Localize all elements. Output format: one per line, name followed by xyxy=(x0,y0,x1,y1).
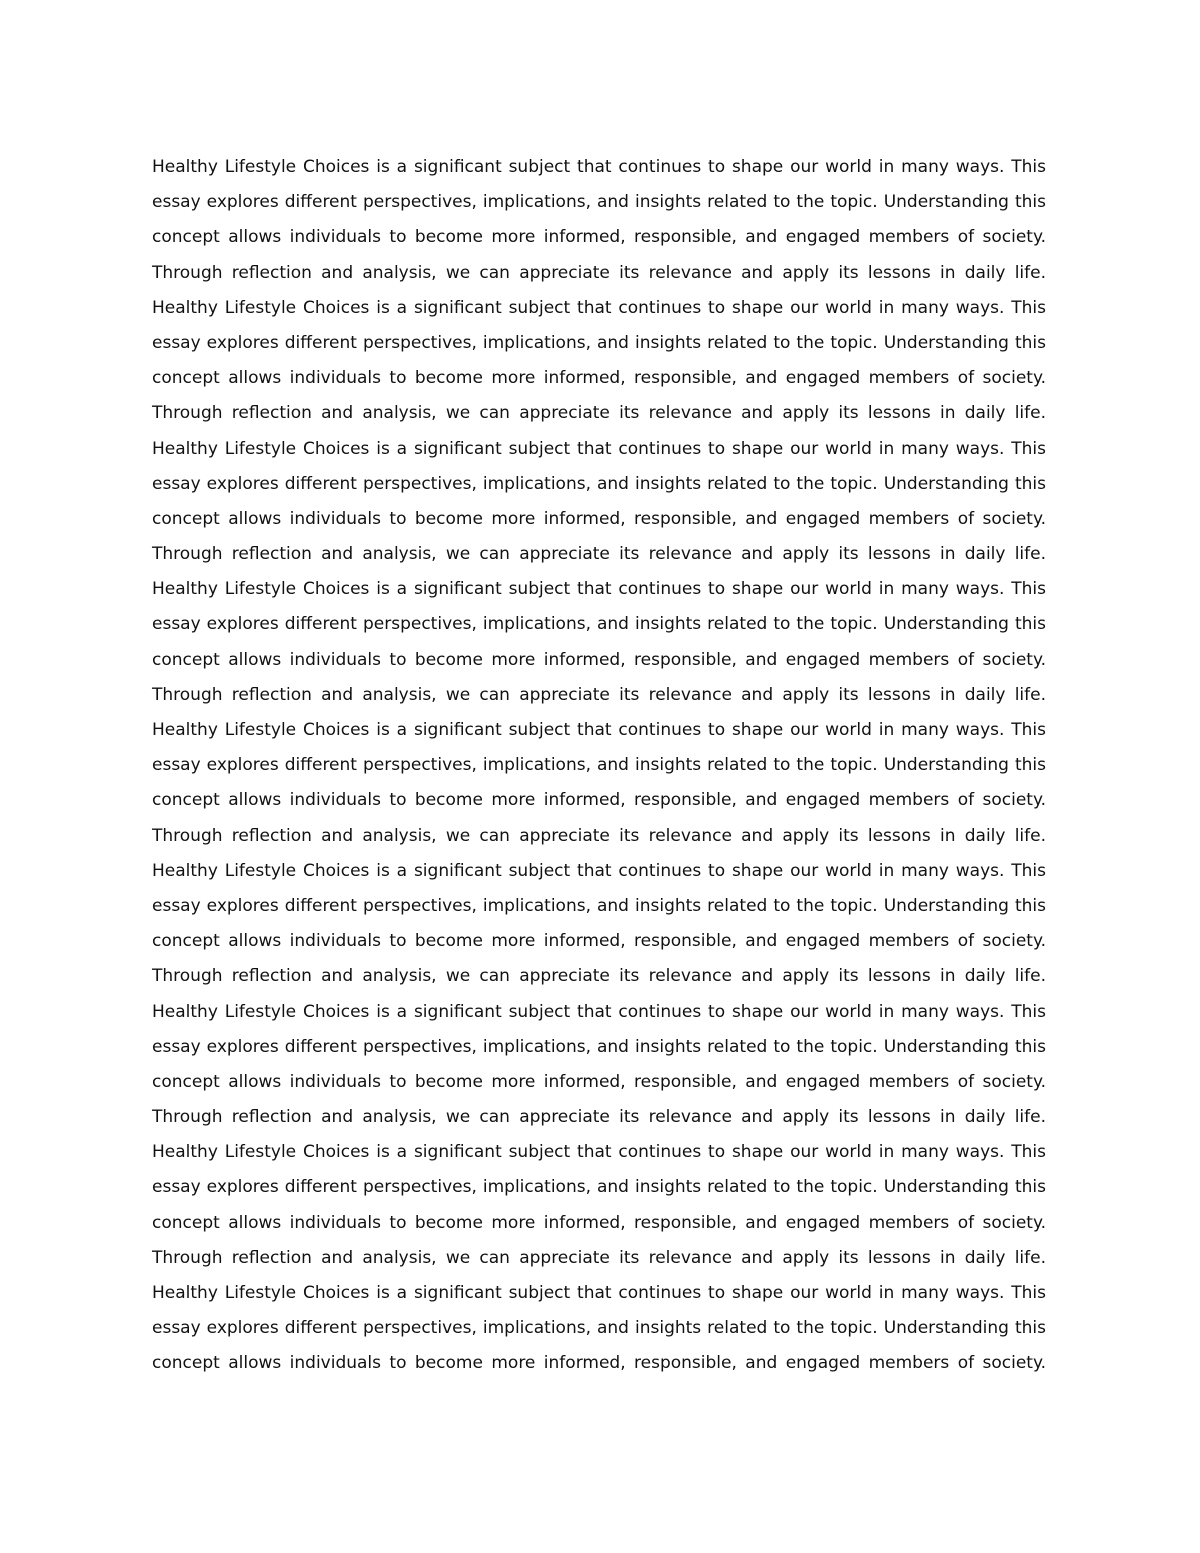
text-line: Through reflection and analysis, we can appreciate its relevance and apply its lessons in daily life. xyxy=(152,403,1046,424)
text-line: Healthy Lifestyle Choices is a significant subject that continues to shape our world in many ways. This xyxy=(152,1283,1046,1303)
text-line: concept allows individuals to become more informed, responsible, and engaged members of society. xyxy=(152,649,1046,670)
text-line: concept allows individuals to become more informed, responsible, and engaged members of society. xyxy=(152,1353,1046,1374)
text-line: essay explores different perspectives, implications, and insights related to the topic. Understanding this xyxy=(152,755,1046,776)
text-line: essay explores different perspectives, implications, and insights related to the topic. Understanding this xyxy=(152,895,1046,916)
text-line: Healthy Lifestyle Choices is a significant subject that continues to shape our world in many ways. This xyxy=(152,1001,1046,1022)
text-line: Through reflection and analysis, we can appreciate its relevance and apply its lessons in daily life. xyxy=(152,825,1046,846)
text-line: concept allows individuals to become more informed, responsible, and engaged members of society. xyxy=(152,931,1046,952)
text-line: Through reflection and analysis, we can appreciate its relevance and apply its lessons in daily life. xyxy=(152,684,1046,705)
text-line: concept allows individuals to become more informed, responsible, and engaged members of society. xyxy=(152,1071,1046,1092)
text-line: essay explores different perspectives, implications, and insights related to the topic. Understanding this xyxy=(152,332,1046,353)
text-line: Through reflection and analysis, we can appreciate its relevance and apply its lessons in daily life. xyxy=(152,544,1046,565)
text-line: concept allows individuals to become more informed, responsible, and engaged members of society. xyxy=(152,1212,1046,1233)
text-line: Healthy Lifestyle Choices is a significant subject that continues to shape our world in many ways. This xyxy=(152,157,1046,177)
text-line: Healthy Lifestyle Choices is a significant subject that continues to shape our world in many ways. This xyxy=(152,1142,1046,1163)
text-line: essay explores different perspectives, implications, and insights related to the topic. Understanding this xyxy=(152,1177,1046,1198)
text-line: concept allows individuals to become more informed, responsible, and engaged members of society. xyxy=(152,508,1046,529)
text-line: Through reflection and analysis, we can appreciate its relevance and apply its lessons in daily life. xyxy=(152,1247,1046,1268)
essay-body xyxy=(152,150,1046,1382)
text-line: Through reflection and analysis, we can appreciate its relevance and apply its lessons in daily life. xyxy=(152,966,1046,987)
text-line: Through reflection and analysis, we can appreciate its relevance and apply its lessons in daily life. xyxy=(152,1107,1046,1128)
text-line: concept allows individuals to become more informed, responsible, and engaged members of society. xyxy=(152,368,1046,389)
text-line: essay explores different perspectives, implications, and insights related to the topic. Understanding this xyxy=(152,1318,1046,1339)
text-line: essay explores different perspectives, implications, and insights related to the topic. Understanding this xyxy=(152,1036,1046,1057)
text-line: essay explores different perspectives, implications, and insights related to the topic. Understanding this xyxy=(152,473,1046,494)
text-line: Healthy Lifestyle Choices is a significant subject that continues to shape our world in many ways. This xyxy=(152,720,1046,740)
text-line: Healthy Lifestyle Choices is a significant subject that continues to shape our world in many ways. This xyxy=(152,438,1046,459)
text-line: concept allows individuals to become more informed, responsible, and engaged members of society. xyxy=(152,227,1046,248)
text-line: essay explores different perspectives, implications, and insights related to the topic. Understanding this xyxy=(152,614,1046,635)
text-line: Healthy Lifestyle Choices is a significant subject that continues to shape our world in many ways. This xyxy=(152,860,1046,881)
text-line: essay explores different perspectives, implications, and insights related to the topic. Understanding this xyxy=(152,192,1046,213)
text-line: Through reflection and analysis, we can appreciate its relevance and apply its lessons in daily life. xyxy=(152,262,1046,283)
text-line: Healthy Lifestyle Choices is a significant subject that continues to shape our world in many ways. This xyxy=(152,579,1046,600)
text-line: concept allows individuals to become more informed, responsible, and engaged members of society. xyxy=(152,790,1046,811)
text-line: Healthy Lifestyle Choices is a significant subject that continues to shape our world in many ways. This xyxy=(152,297,1046,318)
